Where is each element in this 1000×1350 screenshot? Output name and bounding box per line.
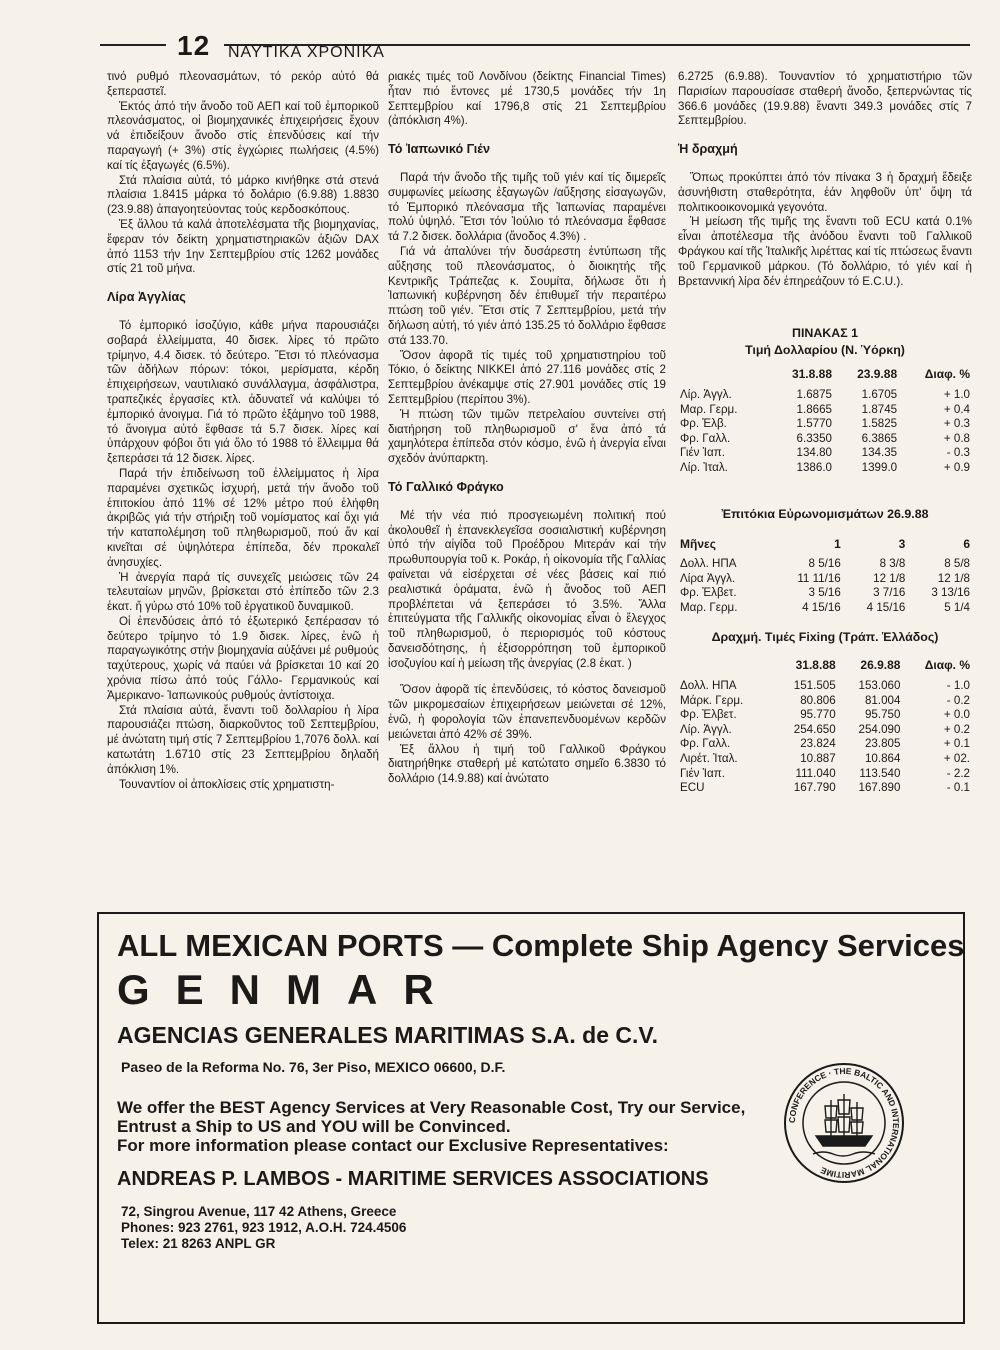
table-cell: 1399.0 [861, 460, 898, 474]
table-cell: + 0.9 [943, 460, 970, 474]
table-cell: 81.004 [864, 693, 901, 707]
table-cell: + 1.0 [943, 387, 970, 401]
table-cell: 167.790 [793, 781, 836, 795]
table-header-row [678, 658, 972, 679]
table-header: 31.8.88 [795, 658, 836, 673]
ad-brand-name: GENMAR [117, 966, 460, 1013]
euro-rates-table [678, 537, 972, 616]
table-row [678, 737, 972, 752]
table2-title: Ἐπιτόκια Εὐρωνομισμάτων 26.9.88 [721, 506, 929, 521]
table-header: 3 [898, 536, 906, 551]
table-header: 26.9.88 [860, 658, 901, 673]
paragraph: τινό ρυθμό πλεονασμάτων, τό ρεκόρ αὐτό θά ξεπεραστεῖ. [107, 70, 379, 98]
table-cell: 153.060 [858, 679, 901, 693]
table-row [678, 767, 972, 782]
ad-contact-line: Telex: 21 8263 ANPL GR [121, 1236, 276, 1251]
ad-contact-block [121, 1204, 406, 1252]
table-cell: 111.040 [795, 766, 836, 780]
table-cell: Φρ. Γαλλ. [680, 431, 731, 445]
genmar-advertisement [97, 912, 965, 1324]
table-cell: 1.8665 [796, 402, 832, 416]
table-header-row [678, 367, 972, 388]
section-heading-lira: Λίρα Ἀγγλίας [107, 290, 186, 305]
table-cell: Λίρ. Ἰταλ. [680, 460, 728, 474]
page-number: 12 [177, 30, 211, 61]
table-cell: 12 1/8 [937, 571, 970, 585]
table-cell: 23.824 [800, 737, 836, 751]
section-heading-franc: Τό Γαλλικό Φράγκο [388, 479, 504, 494]
table-header: 31.8.88 [791, 367, 832, 382]
table-cell: 151.505 [793, 679, 836, 693]
ad-address: Paseo de la Reforma No. 76, 3er Piso, MEXICO 06600, D.F. [121, 1059, 506, 1075]
table-cell: 1.5825 [861, 417, 898, 431]
table-cell: Φρ. Ἐλβετ. [680, 586, 737, 600]
table-cell: 80.806 [800, 693, 836, 707]
table-row [678, 417, 972, 432]
table-row [678, 557, 972, 572]
table-cell: + 0.4 [943, 402, 970, 416]
table-cell: 254.650 [793, 722, 836, 736]
table-cell: 1.6875 [796, 387, 832, 401]
table-cell: Δολλ. ΗΠΑ [680, 679, 737, 693]
table-cell: 6.3865 [861, 431, 898, 445]
table-cell: Γιέν Ἰαπ. [680, 766, 725, 780]
table-cell: Μάρκ. Γερμ. [680, 693, 744, 707]
table-cell: ECU [680, 781, 705, 795]
table-row [678, 432, 972, 447]
table-row [678, 572, 972, 587]
paragraph: Τουναντίον οἱ ἀποκλίσεις στίς χρηματιστη- [119, 777, 335, 791]
article-column-1 [107, 70, 379, 792]
table-cell: 23.805 [864, 737, 901, 751]
section-heading-yen: Τό Ἰαπωνικό Γιέν [388, 142, 490, 157]
table-cell: 134.80 [796, 446, 832, 460]
table-cell: 8 3/8 [879, 557, 906, 571]
ad-offer-line: We offer the BEST Agency Services at Very Reasonable Cost, Try our Service, [117, 1098, 746, 1117]
section-heading-drachma: Ἡ δραχμή [678, 142, 738, 157]
table-row [678, 403, 972, 418]
dollar-rate-table [678, 367, 972, 475]
table-header: 6 [963, 536, 970, 551]
table-cell: 95.750 [864, 708, 901, 722]
table-cell: 10.887 [800, 752, 836, 766]
paragraph: Μέ τήν νέα πιό προσγειωμένη πολιτική πού ἀκολουθεῖ ἡ ἐπανεκλεγεῖσα σοσιαλιστική κυβέρνηση ὑπό τήν αἰγίδα τοῦ Προέδρου Μιτεράν καί τήν πρωθυπουργία τοῦ κ. Ροκάρ, ἡ οἰκονομία τῆς Γαλλίας φαίνεται νά εἰσέρχεται σέ νέες βάσεις καί πιό ρεαλιστικά ὁράματα, ἐνῶ ἡ ἄνοδος τοῦ ΑΕΠ προβλέπεται νά ξεπεράσει τό 3.5%. Ἄλλα ἐπιτεύγματα τῆς Γαλλικῆς οἰκονομίας εἶναι ὁ ἔλεγχος τοῦ πληθωρισμοῦ, ὁ περιορισμός τοῦ κόστους δανεισδότησης, ἡ ἐξισορρόπηση τοῦ ἐμπορικοῦ ἰσοζυγίου καί ἡ μείωση τῆς ἀνεργίας (2.8 ἑκατ. ) [388, 508, 666, 670]
ship-icon [813, 1094, 875, 1156]
table-row [678, 708, 972, 723]
paragraph: Ὅσον ἀφορᾶ τίς ἐπενδύσεις, τό κόστος δανεισμοῦ τῶν μικρομεσαίων ἐπιχειρήσεων μειώνεται σέ 12%, ἐνῶ, ἡ φορολογία τῶν ἐπανεπενδυομένων κερδῶν μειώνεται ἀπό 42% σέ 39%. [388, 683, 666, 741]
table-cell: 167.890 [858, 781, 901, 795]
paragraph: Ὅσον ἀφορᾶ τίς τιμές τοῦ χρηματιστηρίου τοῦ Τόκιο, ὁ δείκτης ΝΙΚΚΕΙ ἀπό 27.116 μονάδες στίς 2 Σεπτεμβρίου ἀνέκαμψε στίς 27.901 μονάδες στίς 19 Σεπτεμβρίου (περίπου 3%). [388, 348, 666, 406]
paragraph: Οἱ ἐπενδύσεις ἀπό τό ἐξωτερικό ξεπέρασαν τό δεύτερο τρίμηνο τό 1.9 δισεκ. λίρες, ἐνῶ ἡ παραγωγικότης στήν βιομηχανία αὐξάνει μέ ρυθμούς ταχύτερους, χωρίς νά παύει νά βρίσκεται 10 καί 20 χρόνια πίσω ἀπό τούς Γάλλο- Γερμανικούς καί Ἀμερικανο- Ἰαπωνικούς ρυθμούς ἀντίστοιχα. [107, 614, 379, 702]
paragraph: Παρά τήν ἄνοδο τῆς τιμῆς τοῦ γιέν καί τίς διμερεῖς συμφωνίες μείωσης ἐξαγωγῶν /αὔξησης εἰσαγωγῶν, τό Ἐμπορικό πλεόνασμα τῆς Ἰαπωνίας παραμένει πολύ ὑψηλό. Ἔτσι τόν Ἰούλιο τό πλεόνασμα ἔφθασε τά 7.2 δισεκ. δολλάρια (ἄνοδος 4.3%) . [388, 170, 666, 244]
table-cell: 95.770 [800, 708, 836, 722]
ad-offer-line: For more information please contact our Exclusive Representatives: [117, 1136, 669, 1155]
table-cell: - 0.3 [946, 446, 970, 460]
paragraph: Ἐξ ἄλλου ἡ τιμή τοῦ Γαλλικοῦ Φράγκου διατηρήθηκε σταθερή μέ κατώτατο σημεῖο 6.3830 τό δολλάριο (14.9.88) καί ἀνώτατο [388, 742, 666, 786]
table-row [678, 446, 972, 461]
paragraph: Ἡ μείωση τῆς τιμῆς της ἔναντι τοῦ ECU κατά 0.1% εἶναι ἀποτέλεσμα τῆς ἀνόδου ἔναντι τοῦ Γαλλικοῦ Φράγκου καί τῆς Ἰταλικῆς λιρέττας καί τίς πτώσεως ἔναντι τοῦ Γερμανικοῦ μάρκου. (Τό δολλάριο, τό γιέν καί ἡ Βρεταννική λίρα δέν ἐπηρεάζουν τό E.C.U.). [678, 215, 972, 288]
ad-contact-line: Phones: 923 2761, 923 1912, A.O.H. 724.4506 [121, 1220, 407, 1235]
drachma-fixing-table [678, 658, 972, 795]
table-row [678, 723, 972, 738]
table-cell: Φρ. Ἐλβ. [680, 417, 727, 431]
table-cell: - 1.0 [946, 679, 970, 693]
table-cell: Φρ. Γαλλ. [680, 737, 731, 751]
table-cell: Λιρέτ. Ἰταλ. [680, 752, 738, 766]
paragraph: Ἡ πτώση τῶν τιμῶν πετρελαίου συντείνει στή διατήρηση τοῦ πληθωρισμοῦ σ' ἕνα ἀπό τά χαμηλότερα ἐπίπεδα στόν κόσμο, ἐνῶ ἡ ἀνεργία εἶναι σχεδόν ἀνύπαρκτη. [388, 407, 666, 466]
table-row [678, 781, 972, 796]
article-column-2 [388, 70, 666, 787]
paragraph: Ἐκτός ἀπό τήν ἄνοδο τοῦ ΑΕΠ καί τοῦ ἐμπορικοῦ πλεονάσματος, οἱ βιομηχανικές ἐπιχειρήσεις ἔχουν νά ἐπιδείξουν ἄνοδο στίς ἐπενδύσεις καί τήν παραγωγή (+ 3%) στίς ἐγχώριες πωλήσεις (4.5%) καί τίς ἐξαγωγές (6.5%). [107, 99, 379, 172]
paragraph: 6.2725 (6.9.88). Τουναντίον τό χρηματιστήριο τῶν Παρισίων παρουσίασε σταθερή ἄνοδο, ξεπερνώντας τίς 366.6 μονάδες (19.9.88) ἔναντι 349.3 μονάδες στίς 7 Σεπτεμβρίου. [678, 70, 972, 128]
table-cell: Μαρ. Γερμ. [680, 600, 738, 614]
table-cell: 3 5/16 [808, 586, 841, 600]
bimco-seal-icon [783, 1062, 905, 1184]
table-cell: 3 7/16 [873, 586, 906, 600]
table-cell: Λίρ. Ἀγγλ. [680, 387, 732, 401]
table-row [678, 601, 972, 616]
ad-representative: ANDREAS P. LAMBOS - MARITIME SERVICES ASSOCIATIONS [117, 1168, 709, 1190]
table-cell: Δολλ. ΗΠΑ [680, 557, 737, 571]
table-cell: 134.35 [861, 446, 898, 460]
table-row [678, 586, 972, 601]
table-cell: Φρ. Ἐλβετ. [680, 708, 737, 722]
table-header: 1 [834, 536, 841, 551]
seal-ring-text: CONFERENCE · THE BALTIC AND INTERNATIONAL MARITIME [786, 1065, 902, 1181]
table-cell: 8 5/16 [808, 557, 841, 571]
table-cell: 1.6705 [861, 387, 898, 401]
table-cell: 254.090 [858, 722, 901, 736]
table-header [678, 367, 769, 388]
paragraph: Τό ἐμπορικό ἰσοζύγιο, κάθε μήνα παρουσιάζει σοβαρά ἐλλείμματα, 40 δισεκ. λίρες τό πρῶτο τρίμηνο, 4.4 δισεκ. τό δεύτερο. Ἔτσι τό πλεόνασμα τῶν ἀδήλων πόρων: τόκοι, μερίσματα, κέρδη ἐπιχειρήσεων, ναυτιλιακό συνάλλαγμα, ἀσφάλιστρα, τραπεζικές ἐργασίες κτλ. ἀδυνατεῖ νά καλύψει τό ἐμπορικό ἀνοιγμα. Γιά τό πρῶτο ἑξάμηνο τοῦ 1988, τό ἄνοιγμα αὐτό ἔφθασε τά 5.7 δισεκ. λίρες καί ὑπάρχουν φόβοι ὅτι γιά ὅλο τό 1988 τό ἔλλειμμα θά ξεπεράσει τά 12 δισεκ. λίρες. [107, 318, 379, 466]
ad-offer-line: Entrust a Ship to US and YOU will be Convinced. [117, 1117, 511, 1136]
table-header [678, 658, 773, 679]
table-cell: 1.8745 [861, 402, 898, 416]
table-cell: + 0.0 [943, 708, 970, 722]
table-cell: 8 5/8 [944, 557, 970, 571]
table-row [678, 461, 972, 476]
table1-subtitle: Τιμή Δολλαρίου (Ν. Ὑόρκη) [745, 343, 905, 358]
ad-headline: ALL MEXICAN PORTS — Complete Ship Agency Services [117, 928, 965, 963]
table-cell: + 0.2 [943, 722, 970, 736]
publication-title: ΝΑΥΤΙΚΑ ΧΡΟΝΙΚΑ [228, 44, 385, 61]
table-row [678, 694, 972, 709]
table1-title: ΠΙΝΑΚΑΣ 1 [792, 326, 858, 341]
table-cell: 6.3350 [796, 431, 832, 445]
table-cell: Μαρ. Γερμ. [680, 402, 738, 416]
article-column-3 [678, 70, 972, 796]
table-cell: 1.5770 [796, 417, 832, 431]
table-cell: + 0.1 [943, 737, 970, 751]
table-cell: + 0.3 [943, 417, 970, 431]
table-cell: - 2.2 [946, 766, 970, 780]
table3-title: Δραχμή. Τιμές Fixing (Τράπ. Ἑλλάδος) [711, 630, 939, 645]
table-cell: 11 11/16 [797, 571, 841, 585]
table-cell: 1386.0 [796, 460, 832, 474]
table-cell: Λίρ. Ἀγγλ. [680, 722, 732, 736]
page-header [100, 30, 970, 64]
table-header: Μῆνες [680, 536, 716, 551]
table-cell: - 0.1 [946, 781, 970, 795]
table-cell: 4 15/16 [866, 600, 906, 614]
paragraph: Ἐξ ἄλλου τά καλά ἀποτελέσματα τῆς βιομηχανίας, ἔφεραν τόν δείκτη χρηματιστηριακῶν ἀξιῶν DAX ἀπό 1153 τήν 1ην Σεπτεμβρίου στίς 1262 μονάδες στίς 21 τοῦ μήνα. [107, 217, 379, 276]
ad-company-name: AGENCIAS GENERALES MARITIMAS S.A. de C.V. [117, 1022, 658, 1048]
ad-contact-line: 72, Singrou Avenue, 117 42 Athens, Greece [121, 1204, 397, 1219]
table-cell: + 02. [943, 752, 970, 766]
table-header-row [678, 537, 972, 558]
table-row [678, 679, 972, 694]
table-header: Διαφ. % [924, 658, 970, 673]
table-cell: + 0.8 [943, 431, 970, 445]
ad-offer-text [117, 1098, 745, 1155]
table-row [678, 388, 972, 403]
table-row [678, 752, 972, 767]
table-cell: 12 1/8 [873, 571, 906, 585]
paragraph: Ἡ ἀνεργία παρά τίς συνεχεῖς μειώσεις τῶν 24 τελευταίων μηνῶν, βρίσκεται στό ἐπίπεδο τῶν 2.3 ἑκατ. ἤ γύρω στό 10% τοῦ ἐργατικοῦ δυναμικοῦ. [107, 570, 379, 614]
header-rule-left [100, 44, 166, 46]
table-cell: 5 1/4 [944, 600, 970, 614]
paragraph: ριακές τιμές τοῦ Λονδίνου (δείκτης Financial Times) ἦταν πιό ἔντονες μέ 1730,5 μονάδες τήν 1η Σεπτεμβρίου καί 1796,8 στίς 21 Σεπτεμβρίου (ἀπόκλιση 4%). [388, 70, 666, 128]
paragraph: Στά πλαίσια αὐτά, ἔναντι τοῦ δολλαρίου ἡ λίρα παρουσιάζει πτώση, διαρκοῦντος τοῦ Σεπτεμβρίου, μέ ἀνώτατη τιμή στίς 7 Σεπτεμβρίου 1,7076 δολλ. καί κατωτάτη 1.6710 στίς 23 Σεπτεμβρίου δηλαδή ἀπόκλιση 1%. [107, 703, 379, 776]
table-cell: Γιέν Ἰαπ. [680, 446, 725, 460]
paragraph: Στά πλαίσια αὐτά, τό μάρκο κινήθηκε στά στενά πλαίσια 1.8415 μάρκα τό δολάριο (6.9.88) 1.8830 (23.9.88) ἀπαγοητεύοντας τούς κερδοσκόπους. [107, 173, 379, 217]
table-header: 23.9.88 [857, 367, 898, 382]
table-cell: - 0.2 [946, 693, 970, 707]
paragraph: Ὅπως προκύπτει ἀπό τόν πίνακα 3 ἡ δραχμή ἔδειξε ἀσυνήθιστη σταθερότητα, ἐάν ληφθοῦν ὑπ' ὄψη τά πολιτικοοικονομικά γεγονότα. [678, 170, 972, 214]
table-cell: Λίρα Ἀγγλ. [680, 571, 736, 585]
table-cell: 4 15/16 [802, 600, 841, 614]
paragraph: Γιά νά ἀπαλύνει τήν δυσάρεστη ἐντύπωση τῆς αὔξησης τοῦ πλεονάσματος, ὁ διοικητής τῆς Κεντρικῆς Τράπεζας κ. Σουμίτα, δήλωσε ὅτι ἡ Ἰαπωνική κυβέρνηση δέν ἐπιθυμεῖ τήν περαιτέρω πτώση τοῦ γιέν. Ἔτσι στίς 7 Σεπτεμβρίου, μετά τήν δήλωση αὐτή, τό γιέν ἀπό 135.25 τό δολλάριο ἔφθασε στά 133.70. [388, 244, 666, 347]
table-header: Διαφ. % [924, 367, 970, 382]
paragraph: Παρά τήν ἐπιδείνωση τοῦ ἐλλείμματος ἡ λίρα παραμένει σχετικῶς ἰσχυρή, μετά τήν ἄνοδο τοῦ ἐπιτοκίου ἀπό 11% σέ 12% μέτρο πού ἐλήφθη ἀκριβῶς γιά τήν στήριξη τοῦ νομίσματος καί ὄχι γιά τήν καταπολέμηση τοῦ πληθωρισμοῦ, πού ἄν καί κινεῖται σέ ὑψηλότερα ἐπίπεδα, δέν προκαλεῖ ἀνησυχίες. [107, 466, 379, 569]
table-cell: 113.540 [859, 766, 901, 780]
table-cell: 10.864 [864, 752, 901, 766]
table-cell: 3 13/16 [931, 586, 970, 600]
